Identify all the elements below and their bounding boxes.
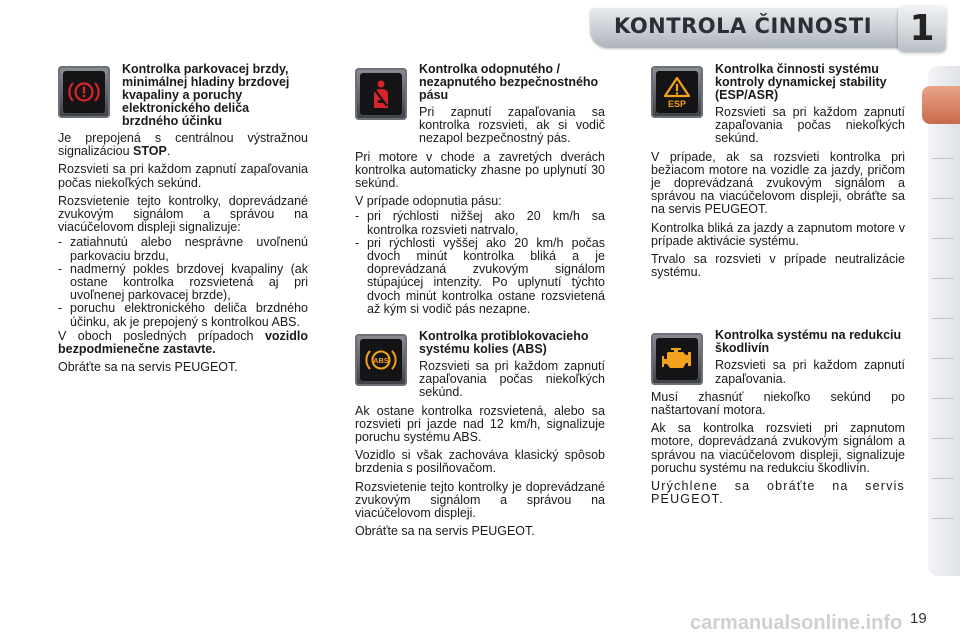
seatbelt-lamp-desc: Pri zapnutí zapaľovania sa kontrolka rozsvieti, ak si vodič nezapol bezpečnostný pás. bbox=[419, 105, 605, 146]
abs-lamp-title: Kontrolka protiblokovacieho systému kolies (ABS) bbox=[419, 329, 589, 357]
esp-warning-icon bbox=[651, 66, 703, 118]
paragraph: V oboch posledných prípadoch vozidlo bezpodmienečne zastavte. bbox=[58, 328, 308, 357]
list-item: - nadmerný pokles brzdovej kvapaliny (ak ostane kontrolka rozsvietená aj pri uvoľnenej parkovacej brzde), bbox=[58, 263, 308, 303]
list-item: - pri rýchlosti nižšej ako 20 km/h sa kontrolka rozsvieti natrvalo, bbox=[355, 210, 605, 236]
esp-lamp-block bbox=[651, 60, 905, 146]
brake-warning-icon bbox=[58, 66, 110, 118]
chapter-tab-rail bbox=[928, 66, 960, 576]
paragraph: Pri motore v chode a zavretých dverách kontrolka automaticky zhasne po uplynutí 30 sekúnd. bbox=[355, 149, 605, 191]
paragraph: Rozsvietenie tejto kontrolky, doprevádzané zvukovým signálom a správou na viacúčelovom displeji signalizuje: bbox=[58, 193, 308, 235]
paragraph: Ak sa kontrolka rozsvieti pri zapnutom motore, doprevádzaná zvukovým signálom a správou na viacúčelovom displeji, signalizuje poruchu systému na redukciu škodlivín. bbox=[651, 421, 905, 475]
paragraph: Ak ostane kontrolka rozsvietená, alebo sa rozsvieti pri jazde nad 12 km/h, signalizuje poruchu systému ABS. bbox=[355, 403, 605, 445]
esp-lamp-title: Kontrolka činnosti systému kontroly dynamickej stability (ESP/ASR) bbox=[715, 62, 887, 102]
list-item: - poruchu elektronického deliča brzdného účinku, ak je prepojený s kontrolkou ABS. bbox=[58, 302, 308, 328]
emissions-lamp-block bbox=[651, 329, 905, 385]
emissions-lamp-desc: Rozsvieti sa pri každom zapnutí zapaľovania. bbox=[715, 358, 905, 386]
paragraph: Vozidlo si však zachováva klasický spôsob brzdenia s posilňovačom. bbox=[355, 448, 605, 476]
page-number: 19 bbox=[910, 610, 927, 627]
seatbelt-lamp-block bbox=[355, 60, 605, 146]
column-seatbelt-abs bbox=[355, 60, 605, 538]
esp-icon-label: ESP bbox=[667, 99, 687, 109]
chapter-badge bbox=[898, 6, 946, 52]
engine-check-icon bbox=[651, 333, 703, 385]
paragraph: Obráťte sa na servis PEUGEOT. bbox=[58, 360, 238, 375]
esp-lamp-desc: Rozsvieti sa pri každom zapnutí zapaľovania počas niekoľkých sekúnd. bbox=[715, 105, 905, 146]
emissions-lamp-title: Kontrolka systému na redukciu škodlivín bbox=[715, 328, 902, 356]
page-header bbox=[0, 0, 960, 60]
paragraph: Kontrolka bliká za jazdy a zapnutom motore v prípade aktivácie systému. bbox=[651, 220, 905, 248]
paragraph: Je prepojená s centrálnou výstražnou signalizáciou STOP. bbox=[58, 131, 308, 159]
watermark: carmanualsonline.info bbox=[690, 612, 903, 634]
paragraph: V prípade, ak sa rozsvieti kontrolka pri bežiacom motore na vozidle za jazdy, pričom je doprevádzaná zvukovým signálom a správou na viacúčelovom displeji, obráťte sa na servis PEUGEOT. bbox=[651, 149, 905, 217]
brake-lamp-block bbox=[58, 60, 308, 128]
list-item: - zatiahnutú alebo nesprávne uvoľnenú parkovaciu brzdu, bbox=[58, 236, 308, 262]
paragraph: Obráťte sa na servis PEUGEOT. bbox=[355, 524, 535, 539]
list-item: - pri rýchlosti vyššej ako 20 km/h počas dvoch minút kontrolka bliká a je doprevádzaná zvukovým signálom stúpajúcej intenzity. Po uplynutí týchto dvoch minút kontrolka ostane rozsvietená až kým si vodič pás nezapne. bbox=[355, 237, 605, 316]
page-title: KONTROLA ČINNOSTI bbox=[614, 14, 873, 38]
seatbelt-list bbox=[355, 210, 605, 316]
abs-warning-icon bbox=[355, 334, 407, 386]
paragraph: V prípade odopnutia pásu: bbox=[355, 194, 502, 209]
paragraph: Musí zhasnúť niekoľko sekúnd po naštartovaní motora. bbox=[651, 389, 905, 418]
abs-lamp-desc: Rozsvieti sa pri každom zapnutí zapaľovania počas niekoľkých sekúnd. bbox=[419, 359, 605, 400]
column-brake-warning bbox=[58, 60, 308, 374]
column-esp-emissions bbox=[651, 60, 905, 506]
paragraph: Rozsvieti sa pri každom zapnutí zapaľovania počas niekoľkých sekúnd. bbox=[58, 162, 308, 190]
warning-list bbox=[58, 236, 308, 328]
brake-lamp-title: Kontrolka parkovacej brzdy, minimálnej hladiny brzdovej kvapaliny a poruchy elektronického deliča brzdného účinku bbox=[122, 62, 290, 128]
abs-icon-label: ABS bbox=[373, 356, 389, 366]
active-chapter-tab[interactable] bbox=[922, 86, 960, 124]
paragraph: Rozsvietenie tejto kontrolky je doprevádzané zvukovým signálom a správou na viacúčelovom displeji. bbox=[355, 479, 605, 521]
seatbelt-warning-icon bbox=[355, 68, 407, 120]
paragraph: Trvalo sa rozsvieti v prípade neutralizácie systému. bbox=[651, 252, 905, 280]
seatbelt-lamp-title: Kontrolka odopnutého / nezapnutého bezpečnostného pásu bbox=[419, 62, 599, 102]
chapter-number: 1 bbox=[909, 8, 935, 49]
abs-lamp-block bbox=[355, 330, 605, 400]
paragraph: Urýchlene sa obráťte na servis PEUGEOT. bbox=[651, 479, 905, 507]
